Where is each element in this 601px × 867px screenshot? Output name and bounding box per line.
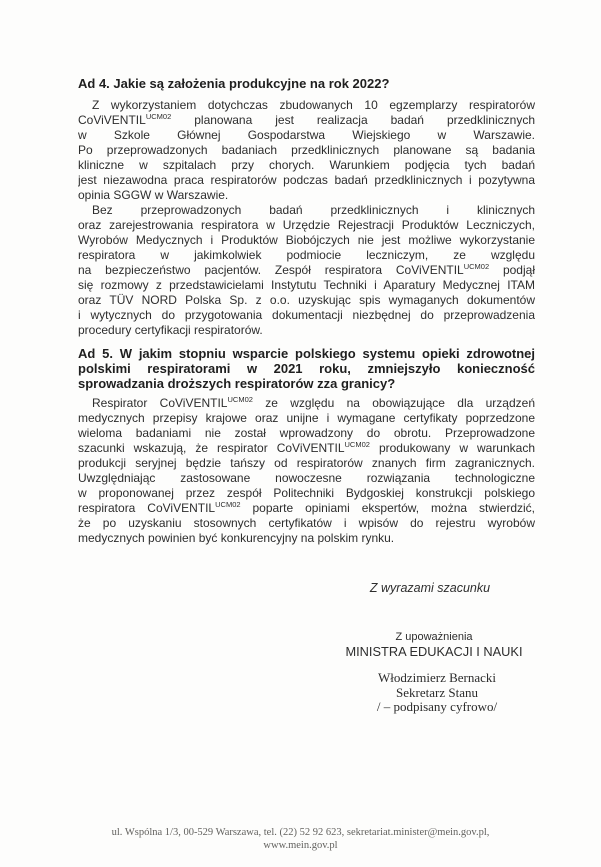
text-line: opinia SGGW w Warszawie. (78, 188, 229, 202)
signer-title: Sekretarz Stanu (396, 684, 478, 700)
superscript-model-code: UCM02 (463, 263, 490, 271)
signer-name: Włodzimierz Bernacki (377, 670, 497, 685)
text-line: Ad 5. W jakim stopniu wsparcie polskiego systemu opieki zdrowotnej (78, 346, 535, 361)
text-line: Uwzględniając zastosowane nowoczesne rozwiązania technologiczne (78, 471, 535, 485)
text-line: szacunki wskazują, że respirator CoViVENTIL$^{UCM02}$ produkowany w warunkach (78, 441, 535, 455)
text-line: Respirator CoViVENTIL$^{UCM02}$ ze względu na obowiązujące dla urządzeń (92, 396, 535, 410)
text-line: że po uzyskaniu stosownych certyfikatów i wpisów do rejestru wyrobów (78, 516, 535, 530)
text-line: Po przeprowadzonych badaniach przedklinicznych planowane są badania (78, 143, 535, 157)
text-line: na bezpieczeństwo pacjentów. Zespół respiratora CoViVENTIL$^{UCM02}$ podjął (78, 263, 535, 277)
text-line: Z wykorzystaniem dotychczas zbudowanych 10 egzemplarzy respiratorów (92, 98, 535, 112)
text-line: w proponowanej przez zespół Politechniki Bydgoskiej konstrukcji polskiego (78, 486, 535, 500)
text-line: się rozmowy z przedstawicielami Instytutu Techniki i Aparatury Medycznej ITAM (78, 278, 535, 292)
paragraphs-ad4 (78, 98, 535, 338)
text-line: w Szkole Głównej Gospodarstwa Wiejskiego w Warszawie. (78, 128, 535, 142)
text-line: sprowadzania droższych respiratorów zza granicy? (78, 376, 396, 391)
closing-salutation: Z wyrazami szacunku (369, 581, 491, 595)
text-line: produkcji seryjnej będzie tańszy od respiratorów znanych firm zagranicznych. (78, 456, 535, 470)
text-line: medycznych powinien być konkurencyjny na polskim rynku. (78, 531, 395, 545)
text-line: wieloma badaniami nie został wprowadzony do obrotu. Przeprowadzone (78, 426, 535, 440)
superscript-model-code: UCM02 (215, 501, 241, 509)
text-line: oraz TÜV NORD Polska Sp. z o.o. uzyskując spis wymaganych dokumentów (78, 293, 535, 307)
text-line: polskimi respiratorami w 2021 roku, zmniejszyło konieczność (78, 361, 535, 376)
signer-block (287, 671, 587, 715)
text-line: Bez przeprowadzonych badań przedklinicznych i klinicznych (92, 203, 535, 217)
superscript-model-code: UCM02 (227, 396, 253, 404)
minister-title: MINISTRA EDUKACJI I NAUKI (345, 644, 523, 659)
text-line: jest niezawodna praca respiratorów podczas badań przedklinicznych i pozytywna (78, 173, 535, 187)
text-line: procedury certyfikacji respiratorów. (78, 323, 263, 337)
page-footer (0, 827, 601, 852)
text-line: Wyrobów Medycznych i Produktów Biobójczych nie jest możliwe wykorzystanie (78, 233, 535, 247)
text-line: medycznych przepisy krajowe oraz unijne i wymagane certyfikaty poprzedzone (78, 411, 535, 425)
text-line: oraz zarejestrowania respiratora w Urzędzie Rejestracji Produktów Leczniczych, (78, 218, 535, 232)
authorization-label: Z upoważnienia (395, 631, 473, 643)
paragraph-ad5 (78, 396, 535, 546)
heading-ad5 (78, 346, 535, 391)
footer-website: www.mein.gov.pl (263, 839, 338, 851)
superscript-model-code: UCM02 (145, 113, 172, 121)
heading-ad4 (78, 76, 535, 91)
footer-address-line: ul. Wspólna 1/3, 00-529 Warszawa, tel. (22) 52 92 623, sekretariat.minister@mein.gov.pl, (111, 827, 490, 838)
text-line: i wytycznych do przygotowania dokumentacji niezbędnej do przeprowadzenia (78, 308, 535, 322)
signature-authorization-block (284, 630, 584, 660)
text-line: respiratora w jakimkolwiek podmiocie leczniczym, ze względu (78, 248, 535, 262)
text-line: respiratora CoViVENTIL$^{UCM02}$ poparte opiniami ekspertów, można stwierdzić, (78, 501, 535, 515)
superscript-model-code: UCM02 (344, 441, 370, 449)
text-line: Ad 4. Jakie są założenia produkcyjne na rok 2022? (78, 76, 390, 91)
digital-signature-note: / – podpisany cyfrowo/ (376, 699, 498, 714)
text-line: CoViVENTIL$^{UCM02}$ planowana jest realizacja badań przedklinicznych (78, 113, 535, 127)
text-line: kliniczne w szpitalach przy chorych. Warunkiem podjęcia tych badań (78, 158, 535, 172)
